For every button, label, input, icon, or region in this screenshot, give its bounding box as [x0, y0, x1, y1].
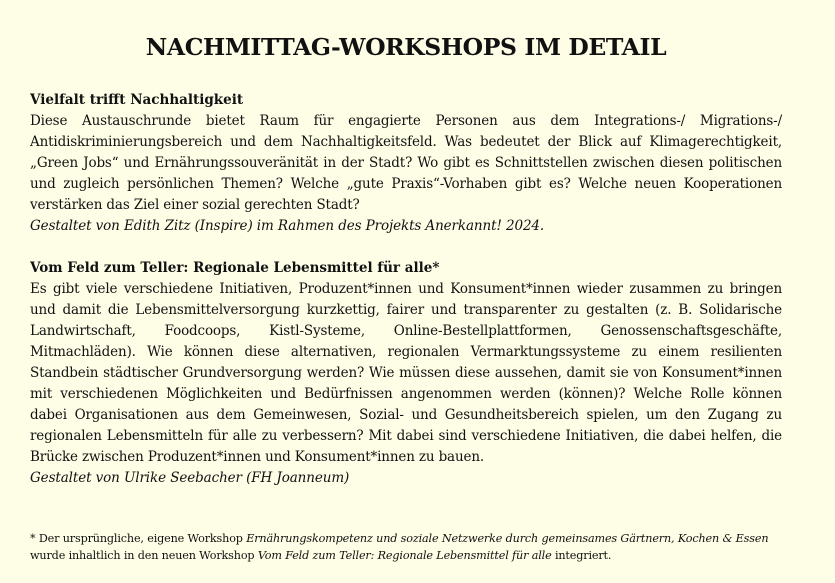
- workshop-section-1: [30, 90, 782, 237]
- workshop-credit: Gestaltet von Edith Zitz (Inspire) im Rahmen des Projekts Anerkannt! 2024.: [30, 218, 545, 234]
- footnote-suffix: integriert.: [551, 549, 612, 562]
- workshop-description: Es gibt viele verschiedene Initiativen, Produzent*innen und Konsument*innen wieder zusammen zu bringen und damit die Lebensmittelversorgung kurzkettig, fairer und transparenter zu gestalten (z. B. Solidarische Landwirtschaft, Foodcoops, Kistl-Systeme, Online-Bestellplattformen, Genossenschaftsgeschäfte, Mitmachläden). Wie können diese alternativen, regionalen Vermarktungssysteme zu einem resilienten Standbein städtischer Grundversorgung werden? Wie müssen diese aussehen, damit sie von Konsument*innen mit verschiedenen Möglichkeiten und Bedürfnissen angenommen werden (können)? Welche Rolle können dabei Organisationen aus dem Gemeinwesen, Sozial- und Gesundheitsbereich spielen, um den Zugang zu regionalen Lebensmitteln für alle zu verbessern? Mit dabei sind verschiedene Initiativen, die dabei helfen, die Brücke zwischen Produzent*innen und Konsument*innen zu bauen.: [30, 281, 782, 465]
- workshop-section-2: [30, 258, 782, 489]
- footnote: [30, 530, 782, 564]
- page-title: NACHMITTAG-WORKSHOPS IM DETAIL: [145, 33, 667, 61]
- footnote-middle: wurde inhaltlich in den neuen Workshop: [30, 549, 258, 562]
- footnote-old-workshop-title: Ernährungskompetenz und soziale Netzwerke durch gemeinsames Gärtnern, Kochen & Essen: [246, 532, 769, 545]
- footnote-new-workshop-title: Vom Feld zum Teller: Regionale Lebensmittel für alle: [257, 549, 552, 562]
- footnote-prefix: * Der ursprüngliche, eigene Workshop: [30, 532, 247, 545]
- workshop-credit: Gestaltet von Ulrike Seebacher (FH Joanneum): [30, 470, 350, 486]
- workshop-title: Vielfalt trifft Nachhaltigkeit: [30, 92, 244, 108]
- workshop-description: Diese Austauschrunde bietet Raum für engagierte Personen aus dem Integrations-/ Migrations-/ Antidiskriminierungsbereich und dem Nachhaltigkeitsfeld. Was bedeutet der Blick auf Klimagerechtigkeit, „Green Jobs“ und Ernährungssouveränität in der Stadt? Wo gibt es Schnittstellen zwischen diesen politischen und zugleich persönlichen Themen? Welche „gute Praxis“-Vorhaben gibt es? Welche neuen Kooperationen verstärken das Ziel einer sozial gerechten Stadt?: [30, 113, 782, 213]
- workshop-title: Vom Feld zum Teller: Regionale Lebensmittel für alle*: [30, 260, 440, 276]
